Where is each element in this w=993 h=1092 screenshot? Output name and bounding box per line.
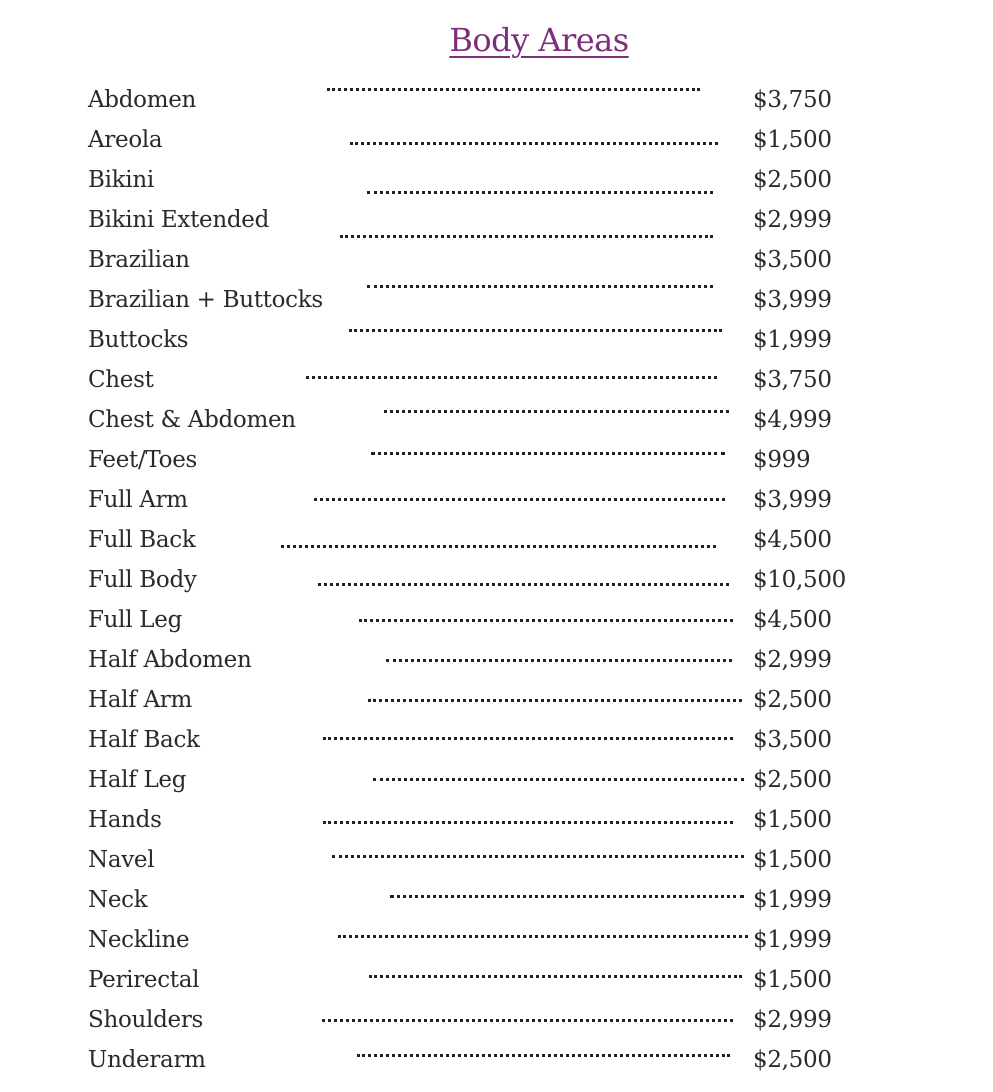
list-item bbox=[88, 400, 968, 440]
list-item bbox=[88, 80, 968, 120]
list-item bbox=[88, 880, 968, 920]
list-item bbox=[88, 760, 968, 800]
dotted-leader bbox=[367, 285, 713, 288]
price-value: $3,750 bbox=[753, 367, 832, 393]
area-label: Areola bbox=[88, 127, 163, 153]
area-label: Full Body bbox=[88, 567, 197, 593]
dotted-leader bbox=[368, 699, 742, 702]
dotted-leader bbox=[306, 376, 717, 379]
dotted-leader bbox=[314, 498, 725, 501]
list-item bbox=[88, 600, 968, 640]
dotted-leader bbox=[369, 975, 742, 978]
area-label: Navel bbox=[88, 847, 155, 873]
price-value: $3,999 bbox=[753, 287, 832, 313]
area-label: Neckline bbox=[88, 927, 190, 953]
area-label: Chest & Abdomen bbox=[88, 407, 296, 433]
area-label: Half Arm bbox=[88, 687, 192, 713]
area-label: Buttocks bbox=[88, 327, 189, 353]
price-list bbox=[88, 80, 968, 1080]
dotted-leader bbox=[386, 659, 732, 662]
dotted-leader bbox=[359, 619, 733, 622]
list-item bbox=[88, 440, 968, 480]
list-item bbox=[88, 1040, 968, 1080]
list-item bbox=[88, 240, 968, 280]
area-label: Shoulders bbox=[88, 1007, 204, 1033]
price-value: $2,999 bbox=[753, 647, 832, 673]
list-item bbox=[88, 480, 968, 520]
area-label: Full Leg bbox=[88, 607, 183, 633]
price-value: $1,500 bbox=[753, 127, 832, 153]
area-label: Half Leg bbox=[88, 767, 187, 793]
dotted-leader bbox=[332, 855, 744, 858]
area-label: Bikini Extended bbox=[88, 207, 270, 233]
price-value: $1,500 bbox=[753, 807, 832, 833]
list-item bbox=[88, 360, 968, 400]
price-value: $2,500 bbox=[753, 167, 832, 193]
dotted-leader bbox=[338, 935, 748, 938]
area-label: Perirectal bbox=[88, 967, 200, 993]
list-item bbox=[88, 160, 968, 200]
price-value: $999 bbox=[753, 447, 811, 473]
price-value: $1,999 bbox=[753, 887, 832, 913]
list-item bbox=[88, 840, 968, 880]
area-label: Full Arm bbox=[88, 487, 188, 513]
area-label: Neck bbox=[88, 887, 148, 913]
price-value: $3,500 bbox=[753, 247, 832, 273]
dotted-leader bbox=[384, 410, 729, 413]
area-label: Hands bbox=[88, 807, 162, 833]
area-label: Half Back bbox=[88, 727, 200, 753]
dotted-leader bbox=[373, 778, 744, 781]
area-label: Bikini bbox=[88, 167, 154, 193]
price-value: $2,500 bbox=[753, 1047, 832, 1073]
list-item bbox=[88, 200, 968, 240]
list-item bbox=[88, 640, 968, 680]
area-label: Abdomen bbox=[88, 87, 197, 113]
list-item bbox=[88, 1000, 968, 1040]
area-label: Brazilian + Buttocks bbox=[88, 287, 323, 313]
dotted-leader bbox=[281, 545, 716, 548]
price-value: $2,999 bbox=[753, 1007, 832, 1033]
list-item bbox=[88, 720, 968, 760]
price-value: $3,500 bbox=[753, 727, 832, 753]
dotted-leader bbox=[350, 142, 718, 145]
dotted-leader bbox=[323, 737, 733, 740]
price-value: $1,999 bbox=[753, 327, 832, 353]
list-item bbox=[88, 560, 968, 600]
area-label: Half Abdomen bbox=[88, 647, 252, 673]
list-item bbox=[88, 120, 968, 160]
area-label: Underarm bbox=[88, 1047, 206, 1073]
list-item bbox=[88, 920, 968, 960]
list-item bbox=[88, 800, 968, 840]
price-value: $4,500 bbox=[753, 607, 832, 633]
price-value: $1,500 bbox=[753, 847, 832, 873]
dotted-leader bbox=[318, 583, 729, 586]
price-value: $3,750 bbox=[753, 87, 832, 113]
price-value: $2,500 bbox=[753, 767, 832, 793]
price-value: $4,999 bbox=[753, 407, 832, 433]
list-item bbox=[88, 520, 968, 560]
list-item bbox=[88, 320, 968, 360]
page-title: Body Areas bbox=[449, 21, 629, 59]
dotted-leader bbox=[367, 191, 713, 194]
list-item bbox=[88, 680, 968, 720]
area-label: Brazilian bbox=[88, 247, 190, 273]
price-value: $2,999 bbox=[753, 207, 832, 233]
price-value: $4,500 bbox=[753, 527, 832, 553]
dotted-leader bbox=[327, 88, 700, 91]
dotted-leader bbox=[357, 1054, 730, 1057]
area-label: Full Back bbox=[88, 527, 196, 553]
area-label: Chest bbox=[88, 367, 154, 393]
price-value: $3,999 bbox=[753, 487, 832, 513]
price-value: $2,500 bbox=[753, 687, 832, 713]
dotted-leader bbox=[349, 329, 722, 332]
list-item bbox=[88, 960, 968, 1000]
price-value: $10,500 bbox=[753, 567, 847, 593]
price-value: $1,999 bbox=[753, 927, 832, 953]
dotted-leader bbox=[390, 895, 744, 898]
dotted-leader bbox=[322, 1019, 733, 1022]
dotted-leader bbox=[340, 235, 713, 238]
price-value: $1,500 bbox=[753, 967, 832, 993]
dotted-leader bbox=[371, 452, 725, 455]
list-item bbox=[88, 280, 968, 320]
area-label: Feet/Toes bbox=[88, 447, 198, 473]
dotted-leader bbox=[323, 821, 733, 824]
